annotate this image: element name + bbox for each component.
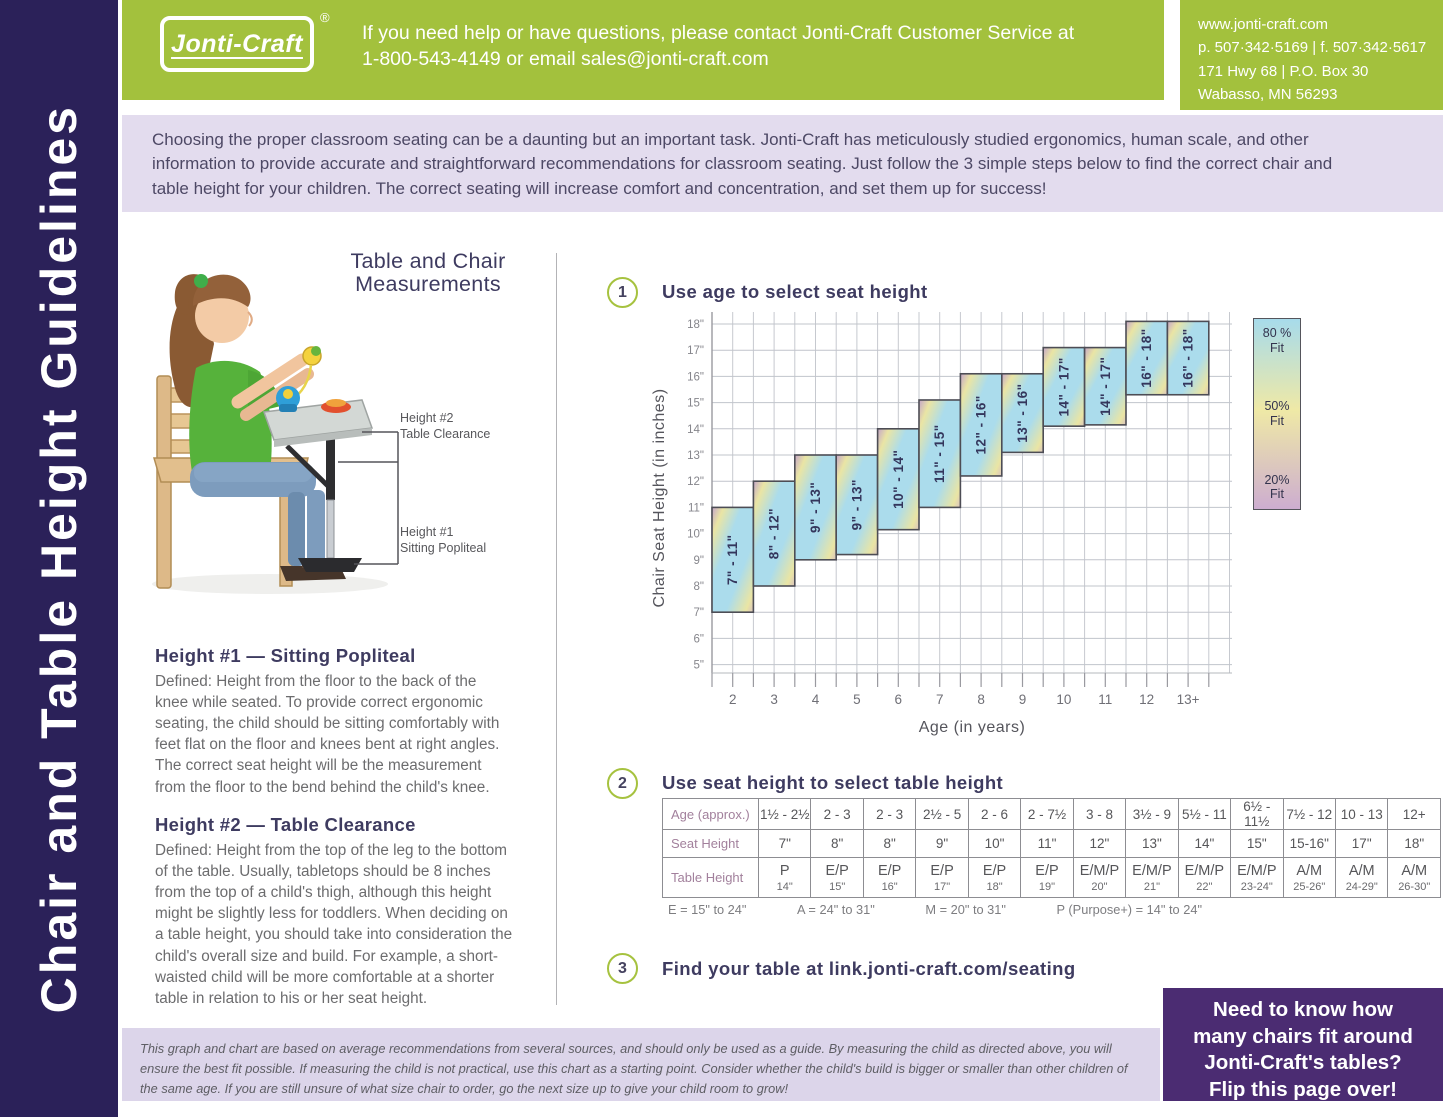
table-cell: 17" (1335, 830, 1387, 858)
table-cell: A/M 26-30" (1388, 858, 1441, 898)
svg-text:11" - 15": 11" - 15" (932, 424, 948, 483)
jonti-craft-logo: Jonti-Craft (160, 16, 314, 72)
table-cell: 1½ - 2½ (759, 799, 811, 830)
measurements-title: Table and Chair Measurements (350, 249, 506, 297)
step-2-badge: 2 (607, 768, 638, 799)
table-cell: 15-16" (1283, 830, 1335, 858)
step-3-badge: 3 (607, 953, 638, 984)
table-cell: 7½ - 12 (1283, 799, 1335, 830)
table-cell: 2½ - 5 (916, 799, 968, 830)
website-text: www.jonti-craft.com (1198, 16, 1329, 33)
svg-text:10: 10 (1056, 692, 1072, 707)
svg-text:8: 8 (977, 692, 985, 707)
fit-legend (1253, 318, 1301, 510)
callout-table-clearance: Height #2 Table Clearance (400, 411, 491, 442)
table-cell: 5½ - 11 (1178, 799, 1230, 830)
table-cell: 10 - 13 (1335, 799, 1387, 830)
help-line-2: 1-800-543-4149 or email sales@jonti-craft.com (362, 47, 769, 70)
table-cell: 9" (916, 830, 968, 858)
footnote-p: P (Purpose+) = 14" to 24" (1056, 902, 1202, 917)
step-1-badge: 1 (607, 277, 638, 308)
svg-text:13+: 13+ (1176, 692, 1200, 707)
table-cell: E/P 17" (916, 858, 968, 898)
svg-text:2: 2 (728, 692, 737, 707)
svg-text:9: 9 (1018, 692, 1027, 707)
table-cell: E/P 15" (811, 858, 863, 898)
height1-heading: Height #1 — Sitting Popliteal (155, 645, 416, 666)
svg-text:5": 5" (693, 659, 704, 672)
svg-text:6": 6" (693, 633, 704, 646)
svg-text:16" - 18": 16" - 18" (1139, 328, 1155, 388)
svg-text:9" - 13": 9" - 13" (808, 481, 823, 534)
svg-text:3: 3 (770, 692, 778, 707)
disclaimer-text: This graph and chart are based on average recommendations from several sources, and should only be used as a guide. By measuring the child as directed above, you will ensure the best fit possible. If measuring the child is not practical, use this chart as a starting point. Consider whether the child's build is bigger or smaller than other children of the same age. If you are still unsure of what size chair to order, go the next size up to give your child room to grow! (122, 1028, 1160, 1101)
table-cell: 13" (1126, 830, 1178, 858)
table-cell: 8" (863, 830, 915, 858)
table-cell: 6½ - 11½ (1231, 799, 1283, 830)
table-cell: E/P 19" (1021, 858, 1073, 898)
seat-to-table-height-table (662, 798, 1441, 898)
legend-20: 20% Fit (1264, 472, 1290, 502)
child-photo (130, 249, 560, 602)
table-cell: P 14" (759, 858, 811, 898)
svg-text:5: 5 (853, 692, 861, 707)
table-cell: 8" (811, 830, 863, 858)
svg-text:7: 7 (935, 692, 944, 707)
registered-mark: ® (320, 10, 330, 25)
footnote-e: E = 15" to 24" (668, 902, 747, 917)
table-cell: E/P 16" (863, 858, 915, 898)
flip-page-note: Need to know how many chairs fit around Jonti-Craft's tables? Flip this page over! (1163, 988, 1443, 1101)
svg-text:11: 11 (1098, 692, 1113, 707)
phone-fax-text: p. 507·342·5169 | f. 507·342·5617 (1198, 39, 1427, 57)
table-cell: E/M/P 21" (1126, 858, 1178, 898)
svg-text:4: 4 (811, 692, 820, 707)
table-footnotes (668, 902, 1202, 917)
svg-text:15": 15" (687, 397, 704, 410)
table-cell: E/M/P 23-24" (1231, 858, 1283, 898)
table-cell: 2 - 3 (863, 799, 915, 830)
measurement-bracket (338, 432, 398, 564)
height1-body: Defined: Height from the floor to the back of the knee while seated. To provide correct ergonomic seating, the child should be sitting comfortably with feet flat on the floor and knees bent at right angles. The correct seat height will be the measurement from the floor to the bend behind the child's knee. (155, 673, 500, 796)
table-cell: 14" (1178, 830, 1230, 858)
address-line-2: Wabasso, MN 56293 (1198, 85, 1338, 103)
table-cell: E/P 18" (968, 858, 1020, 898)
table-cell: E/M/P 22" (1178, 858, 1230, 898)
svg-text:14": 14" (687, 423, 704, 436)
legend-80: 80 % Fit (1262, 326, 1292, 355)
table-cell: 7" (759, 830, 811, 858)
svg-text:16": 16" (687, 371, 704, 384)
svg-text:12" - 16": 12" - 16" (973, 395, 989, 455)
svg-text:10" - 14": 10" - 14" (890, 449, 906, 509)
table-cell: 3½ - 9 (1126, 799, 1178, 830)
contact-box (1180, 0, 1443, 110)
intro-banner (122, 115, 1443, 212)
svg-text:16" - 18": 16" - 18" (1180, 328, 1196, 388)
address-line-1: 171 Hwy 68 | P.O. Box 30 (1198, 62, 1369, 80)
table-cell: E/M/P 20" (1073, 858, 1125, 898)
svg-text:Age (in years): Age (in years) (918, 719, 1026, 736)
svg-text:11": 11" (687, 502, 704, 515)
step-3-label: Find your table at link.jonti-craft.com/seating (662, 958, 1076, 979)
table-cell: 11" (1021, 830, 1073, 858)
table-cell: 3 - 8 (1073, 799, 1125, 830)
table-cell: 2 - 7½ (1021, 799, 1073, 830)
svg-text:12": 12" (687, 476, 704, 489)
table-cell: A/M 25-26" (1283, 858, 1335, 898)
legend-50: 50% Fit (1264, 399, 1290, 428)
svg-text:13": 13" (687, 450, 704, 462)
svg-text:17": 17" (687, 345, 704, 358)
svg-text:14" - 17": 14" - 17" (1056, 357, 1072, 417)
help-line-1: If you need help or have questions, please contact Jonti-Craft Customer Service at (362, 22, 1075, 44)
intro-paragraph: Choosing the proper classroom seating can be a daunting but an important task. Jonti-Craft has meticulously studied ergonomics, human scale, and other information to provide accurate and straightforward recommendations for classroom seating. Just follow the 3 simple steps below to find the correct chair and table height for your children. The correct seating will increase comfort and concentration, and set them up for success! (152, 130, 1333, 198)
svg-text:8" - 12": 8" - 12" (766, 507, 782, 560)
svg-text:7": 7" (693, 607, 704, 620)
table-cell: 2 - 6 (968, 799, 1020, 830)
seat-height-chart (648, 302, 1248, 742)
header-bar (122, 0, 1164, 100)
page-title-vertical: Chair and Table Height Guidelines (31, 103, 87, 1014)
svg-text:Chair Seat Height (in inches): Chair Seat Height (in inches) (651, 388, 668, 608)
sidebar (0, 0, 118, 1117)
table-cell: 15" (1231, 830, 1283, 858)
height2-heading: Height #2 — Table Clearance (155, 814, 416, 835)
svg-text:9" - 13": 9" - 13" (849, 479, 865, 531)
svg-text:7" - 11": 7" - 11" (725, 534, 741, 586)
table-cell: 2 - 3 (811, 799, 863, 830)
table-cell: 18" (1388, 830, 1441, 858)
table-cell: A/M 24-29" (1335, 858, 1387, 898)
height2-body: Defined: Height from the top of the leg to the bottom of the table. Usually, tabletops should be 8 inches from the top of a child's thigh, although this height might be slightly less for toddlers. When deciding on a table height, you should take into consideration the child's overall size and build. For example, a short-waisted child will be more comfortable at a shorter table in relation to his or her seat height. (155, 842, 513, 1007)
row-label: Seat Height (663, 830, 759, 858)
step-1-label: Use age to select seat height (662, 281, 928, 302)
footnote-a: A = 24" to 31" (797, 902, 875, 917)
svg-text:18": 18" (687, 319, 704, 331)
callout-sitting-popliteal: Height #1 Sitting Popliteal (400, 525, 487, 556)
svg-text:13" - 16": 13" - 16" (1015, 383, 1030, 443)
table-cell: 12" (1073, 830, 1125, 858)
customer-service-text (362, 21, 1152, 72)
column-divider (556, 253, 557, 1005)
svg-text:8": 8" (693, 581, 704, 593)
svg-text:12: 12 (1139, 692, 1155, 707)
row-label: Table Height (663, 858, 759, 898)
table-cell: 12+ (1388, 799, 1441, 830)
footnote-m: M = 20" to 31" (925, 902, 1006, 917)
step-2-label: Use seat height to select table height (662, 772, 1004, 793)
svg-text:10": 10" (687, 528, 704, 541)
table-cell: 10" (968, 830, 1020, 858)
svg-text:6: 6 (894, 692, 903, 707)
svg-text:14" - 17": 14" - 17" (1097, 356, 1113, 416)
row-label: Age (approx.) (663, 799, 759, 830)
svg-text:9": 9" (693, 554, 704, 567)
